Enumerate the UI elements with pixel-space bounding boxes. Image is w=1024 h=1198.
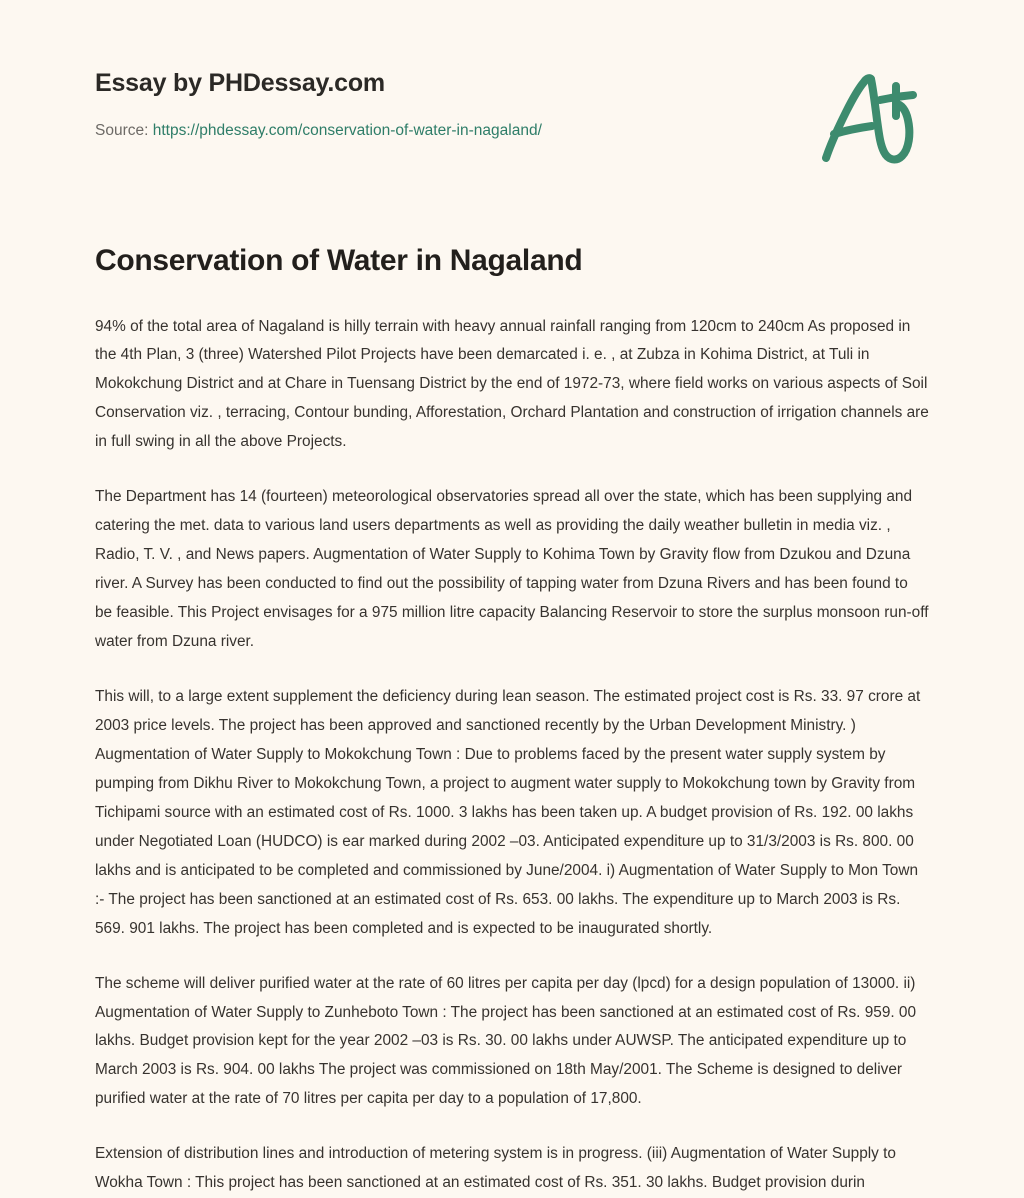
essay-paragraph: Extension of distribution lines and introduction of metering system is in progress. (iii) Augmentation of Water Supply to Wokha Town : This project has been sanctioned at an estimated cost of Rs. 351. 30 lakhs. Budget provision durin <box>95 1140 929 1198</box>
source-label: Source: <box>95 122 148 139</box>
essay-paragraph: The Department has 14 (fourteen) meteorological observatories spread all over the state, which has been supplying and catering the met. data to various land users departments as well as providing the daily weather bulletin in media viz. , Radio, T. V. , and News papers. Augmentation of Water Supply to Kohima Town by Gravity flow from Dzukou and Dzuna river. A Survey has been conducted to find out the possibility of tapping water from Dzuna Rivers and has been found to be feasible. This Project envisages for a 975 million litre capacity Balancing Reservoir to store the surplus monsoon run-off water from Dzuna river. <box>95 483 929 657</box>
a-plus-logo-icon <box>812 62 932 172</box>
essay-body <box>0 313 1024 1198</box>
essay-paragraph: 94% of the total area of Nagaland is hilly terrain with heavy annual rainfall ranging from 120cm to 240cm As proposed in the 4th Plan, 3 (three) Watershed Pilot Projects have been demarcated i. e. , at Zubza in Kohima District, at Tuli in Mokokchung District and at Chare in Tuensang District by the end of 1972-73, where field works on various aspects of Soil Conservation viz. , terracing, Contour bunding, Afforestation, Orchard Plantation and construction of irrigation channels are in full swing in all the above Projects. <box>95 313 929 458</box>
source-line <box>95 120 542 142</box>
essay-paragraph: The scheme will deliver purified water at the rate of 60 litres per capita per day (lpcd) for a design population of 13000. ii) Augmentation of Water Supply to Zunheboto Town : The project has been sanctioned at an estimated cost of Rs. 959. 00 lakhs. Budget provision kept for the year 2002 –03 is Rs. 30. 00 lakhs under AUWSP. The anticipated expenditure up to March 2003 is Rs. 904. 00 lakhs The project was commissioned on 18th May/2001. The Scheme is designed to deliver purified water at the rate of 70 litres per capita per day to a population of 17,800. <box>95 970 929 1115</box>
essay-paragraph: This will, to a large extent supplement the deficiency during lean season. The estimated project cost is Rs. 33. 97 crore at 2003 price levels. The project has been approved and sanctioned recently by the Urban Development Ministry. ) Augmentation of Water Supply to Mokokchung Town : Due to problems faced by the present water supply system by pumping from Dikhu River to Mokokchung Town, a project to augment water supply to Mokokchung town by Gravity from Tichipami source with an estimated cost of Rs. 1000. 3 lakhs has been taken up. A budget provision of Rs. 192. 00 lakhs under Negotiated Loan (HUDCO) is ear marked during 2002 –03. Anticipated expenditure up to 31/3/2003 is Rs. 800. 00 lakhs and is anticipated to be completed and commissioned by June/2004. i) Augmentation of Water Supply to Mon Town :- The project has been sanctioned at an estimated cost of Rs. 653. 00 lakhs. The expenditure up to March 2003 is Rs. 569. 901 lakhs. The project has been completed and is expected to be inaugurated shortly. <box>95 683 929 944</box>
brand-title: Essay by PHDessay.com <box>95 68 542 98</box>
source-url-link[interactable]: https://phdessay.com/conservation-of-water-in-nagaland/ <box>153 122 542 139</box>
page-header <box>0 0 1024 172</box>
header-text-block <box>95 62 542 142</box>
page-title: Conservation of Water in Nagaland <box>0 242 1024 280</box>
